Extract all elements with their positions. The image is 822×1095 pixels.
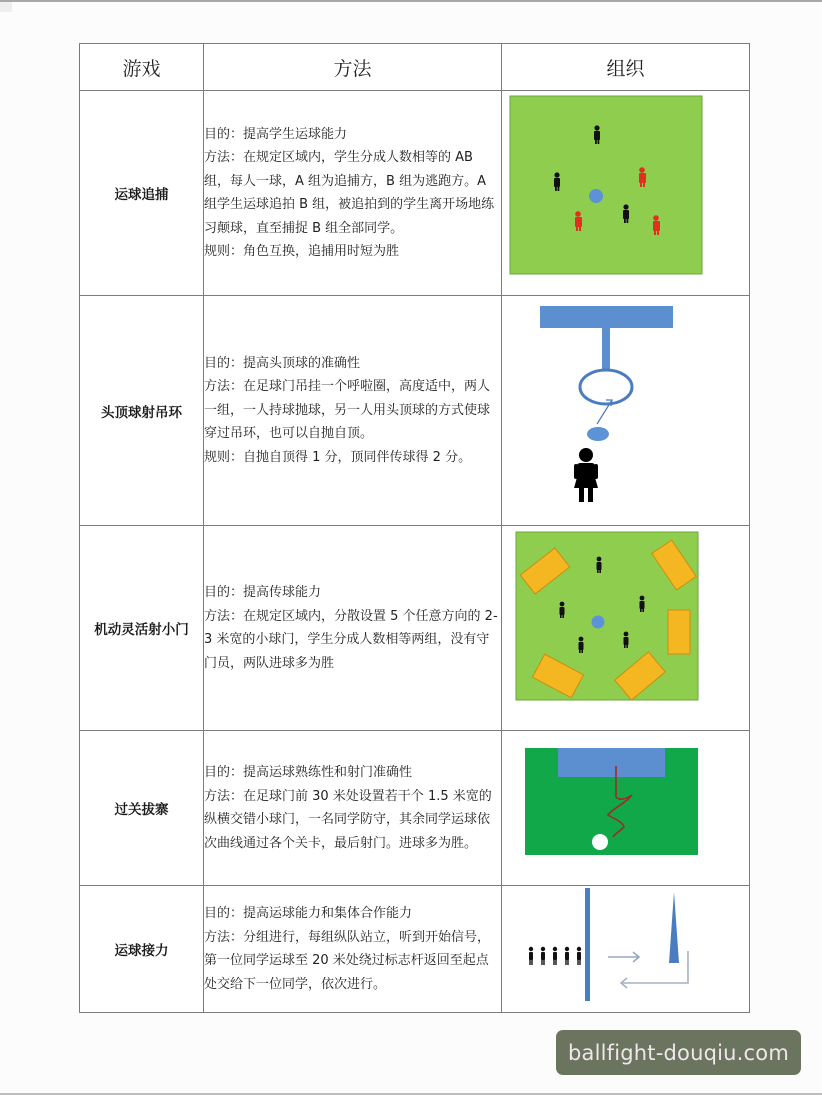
organization-diagram-cell bbox=[502, 296, 750, 526]
right-arrow-icon bbox=[608, 952, 639, 962]
corner-mark bbox=[0, 2, 12, 12]
player-icon bbox=[529, 947, 533, 965]
game-name: 运球追捕 bbox=[80, 91, 204, 296]
player-icon bbox=[574, 448, 598, 502]
organization-diagram-cell bbox=[502, 886, 750, 1013]
header-hoop-diagram bbox=[502, 296, 750, 525]
ball-icon bbox=[589, 189, 603, 203]
game-name: 过关拔寨 bbox=[80, 731, 204, 886]
header-method: 方法 bbox=[204, 44, 502, 91]
chase-field-diagram bbox=[502, 91, 750, 295]
table-row bbox=[80, 296, 750, 526]
player-icon bbox=[541, 947, 545, 965]
hoop-icon bbox=[580, 370, 632, 404]
method-cell bbox=[204, 296, 502, 526]
table-row bbox=[80, 526, 750, 731]
header-game: 游戏 bbox=[80, 44, 204, 91]
ball-icon bbox=[587, 427, 609, 441]
header-organization: 组织 bbox=[502, 44, 750, 91]
rule-text: 规则：自抛自顶得 1 分，顶同伴传球得 2 分。 bbox=[204, 449, 472, 465]
player-icon bbox=[565, 947, 569, 965]
game-name: 运球接力 bbox=[80, 886, 204, 1013]
zigzag-dribble-diagram bbox=[502, 731, 750, 885]
small-goal-icon bbox=[668, 610, 690, 654]
penalty-box-icon bbox=[558, 748, 665, 777]
watermark-badge: ballfight-douqiu.com bbox=[556, 1030, 801, 1075]
method-text: 方法：在足球门前 30 米处设置若干个 1.5 米宽的纵横交错小球门，一名同学防守，其余同学运球依次曲线通过各个关卡，最后射门。进球多为胜。 bbox=[204, 788, 492, 851]
organization-diagram-cell bbox=[502, 731, 750, 886]
purpose-text: 目的：提高运球熟练性和射门准确性 bbox=[204, 765, 413, 780]
purpose-text: 目的：提高头顶球的准确性 bbox=[204, 355, 361, 371]
game-name: 机动灵活射小门 bbox=[80, 526, 204, 731]
method-cell bbox=[204, 886, 502, 1013]
hanging-rod-icon bbox=[602, 328, 610, 371]
purpose-text: 目的：提高传球能力 bbox=[204, 585, 322, 600]
method-cell bbox=[204, 731, 502, 886]
small-goals-field-diagram bbox=[502, 526, 750, 730]
table-header-row bbox=[80, 44, 750, 91]
purpose-text: 目的：提高学生运球能力 bbox=[204, 126, 348, 142]
rule-text: 规则：角色互换，追捕用时短为胜 bbox=[204, 244, 400, 259]
player-icon bbox=[577, 947, 581, 965]
method-text: 方法：在规定区域内，分散设置 5 个任意方向的 2-3 米宽的小球门，学生分成人数相等两组，没有守门员，两队进球多为胜 bbox=[204, 608, 498, 671]
ball-icon bbox=[592, 834, 608, 850]
table-row bbox=[80, 886, 750, 1013]
organization-diagram-cell bbox=[502, 91, 750, 296]
method-text: 方法：在规定区域内，学生分成人数相等的 AB 组，每人一球，A 组为追捕方，B 组为逃跑方。A 组学生运球追拍 B 组，被追拍到的学生离开场地练习颠球，直至捕捉 B 组全部同学。 bbox=[204, 150, 495, 236]
top-divider bbox=[0, 0, 822, 2]
game-name: 头顶球射吊环 bbox=[80, 296, 204, 526]
table-row bbox=[80, 91, 750, 296]
method-cell bbox=[204, 91, 502, 296]
start-line-icon bbox=[585, 888, 590, 1001]
method-text: 方法：在足球门吊挂一个呼啦圈，高度适中，两人一组，一人持球抛球，另一人用头顶球的方式使球穿过吊环，也可以自抛自顶。 bbox=[204, 379, 491, 442]
marker-pole-icon bbox=[669, 892, 679, 963]
purpose-text: 目的：提高运球能力和集体合作能力 bbox=[204, 906, 413, 921]
method-text: 方法：分组进行，每组纵队站立，听到开始信号，第一位同学运球至 20 米处绕过标志杆返回至起点处交给下一位同学，依次进行。 bbox=[204, 929, 491, 992]
player-icon bbox=[553, 947, 557, 965]
organization-diagram-cell bbox=[502, 526, 750, 731]
table-row bbox=[80, 731, 750, 886]
ball-icon bbox=[592, 616, 605, 629]
method-cell bbox=[204, 526, 502, 731]
goal-crossbar-icon bbox=[540, 306, 673, 328]
relay-diagram bbox=[502, 886, 750, 1012]
training-games-table bbox=[79, 43, 750, 1013]
